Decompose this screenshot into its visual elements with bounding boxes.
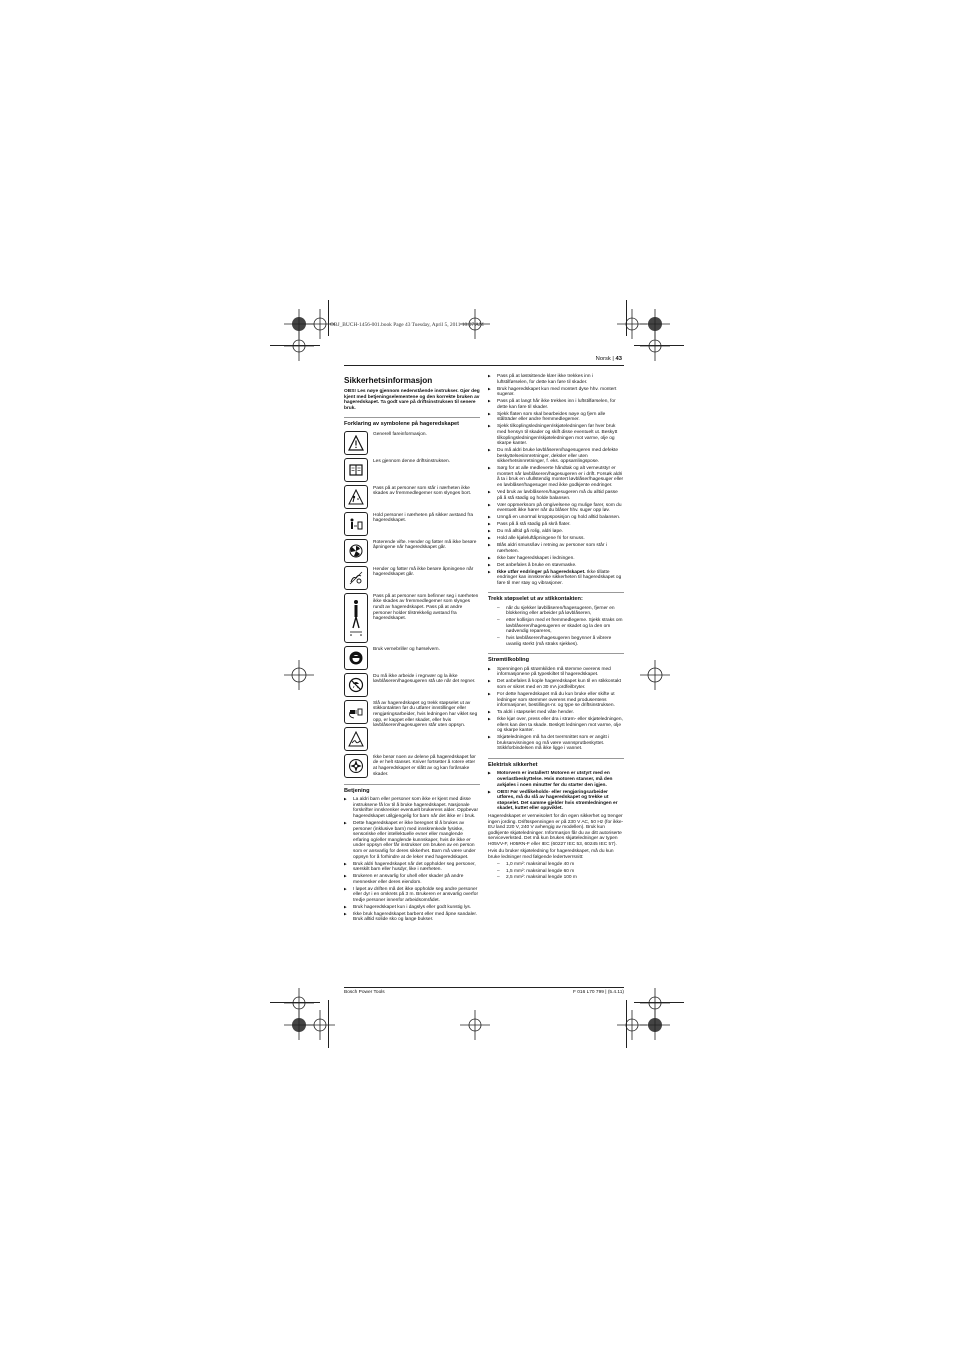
list-item: – hvis løvblåseren/hagesugeren begynner å vibrere uvanlig sterkt (må straks sjekkes). bbox=[488, 636, 624, 647]
trim-line bbox=[634, 345, 684, 346]
symbol-row bbox=[344, 593, 480, 643]
symbol-text: Slå av hageredskapet og trekk støpselet ut av stikkontakten før du utfører innstillinger eller rengjøringsarbeider, hvis ledningen har viklet seg opp, er kappet eller skadet, eller hvis løvblåseren/hagesugeren står uten oppsyn. bbox=[373, 700, 478, 729]
warning-triangle-icon bbox=[344, 431, 368, 455]
symbol-row bbox=[344, 485, 480, 509]
list-item: – 1,5 mm²: maksimal lengde 60 m bbox=[488, 869, 624, 875]
symbol-row bbox=[344, 458, 480, 482]
crosshair-mark-icon bbox=[617, 309, 647, 339]
manual-book-icon bbox=[344, 458, 368, 482]
list-item: ▶ Blås aldri smuss/løv i retning av personer som står i nærheten. bbox=[488, 543, 624, 554]
trim-line bbox=[634, 1002, 684, 1003]
left-column bbox=[344, 374, 480, 925]
symbol-row bbox=[344, 646, 480, 670]
footer-left: Bosch Power Tools bbox=[344, 990, 385, 995]
symbol-row bbox=[344, 673, 480, 697]
trim-line bbox=[328, 1000, 329, 1048]
list-item: ▶ For dette hageredskapet må du kun bruke eller skifte ut ledninger som stemmer overens med produsentens informasjoner, bestillings-nr. og type se driftsinstruksen. bbox=[488, 692, 624, 709]
section-title: Sikkerhetsinformasjon bbox=[344, 376, 433, 385]
trim-line bbox=[328, 300, 329, 336]
list-item: – etter kollisjon med et fremmedlegeme. Sjekk straks om løvblåseren/hagesugeren er skadet og la den om nødvendig repareres, bbox=[488, 618, 624, 635]
print-header: OBJ_BUCH-1456-001.book Page 43 Tuesday, April 5, 2011 10:07 AM bbox=[330, 322, 484, 328]
list-item: ▶ Ikke bruk hageredskapet barbent eller med åpne sandaler. Bruk alltid solide sko og lange bukser. bbox=[344, 912, 480, 923]
list-item: ▶ Du må aldri bruke løvblåseren/hagesugeren med defekte beskyttelsesinnretninger, deksler eller uten sikkerhetsinnretninger, f. eks. oppsamlingspose. bbox=[488, 448, 624, 465]
symbol-text: Roterende vifte. Hender og føtter må ikke berøre åpningene når hageredskapet går. bbox=[373, 539, 477, 551]
crosshair-mark-icon bbox=[284, 660, 314, 690]
symbol-text: Bruk vernebriller og hørselvern. bbox=[373, 646, 440, 652]
symbol-row bbox=[344, 566, 480, 590]
list-item: – 2,5 mm²: maksimal lengde 100 m bbox=[488, 875, 624, 881]
symbol-row bbox=[344, 431, 480, 455]
page-number: 43 bbox=[615, 356, 622, 362]
list-item: ▶ Ikke kjør over, press eller dra i strøm- eller skjøteledningen, ellers kan den ta skade. Beskytt ledningen mot varme, olje og skarpe kanter. bbox=[488, 717, 624, 734]
list-item: – når du sjekker løvblåseren/hagesugeren, fjerner en blokkering eller arbeider på løvblåseren, bbox=[488, 606, 624, 617]
list-item: ▶ Du må alltid gå rolig, aldri løpe. bbox=[488, 529, 624, 535]
elektrisk-list bbox=[488, 771, 624, 812]
no-rain-icon bbox=[344, 673, 368, 697]
betjening-heading: Betjening bbox=[344, 784, 480, 794]
list-item: ▶ Ved bruk av løvblåseren/hagesugeren må du alltid passe på å stå stødig og holde balansen. bbox=[488, 490, 624, 501]
list-item: ▶ Skjøteledningen må ha det tverrsnittet som er angitt i bruksanvisningen og må være vannsprutbeskyttet. Stikkforbindelsen må ikke ligge i vannet. bbox=[488, 735, 624, 752]
intro-warning: OBS! Les nøye gjennom nedenstående instrukser. Gjør deg kjent med betjeningselementene og den korrekte bruken av hageredskapet. Ta godt vare på driftsinstruksen til senere bruk. bbox=[344, 389, 480, 411]
list-item-rest: Ikke tillatte endringer kan innskrenke sikkerheten til hageredskapet og føre til mer støy og vibrasjoner. bbox=[497, 569, 622, 586]
symbol-row bbox=[344, 539, 480, 563]
list-item: ▶ Pass på at langt hår ikke trekkes inn i luftstilførselen, for dette kan føre til skader. bbox=[488, 399, 624, 410]
list-item: ▶ Sjekk tilkoplingsledningen/skjøteledningen før hver bruk med hensyn til skader og skift disse eventuelt ut. Beskytt tilkoplingsledningen/skjøteledningen mot varme, olje og skarpe kanter. bbox=[488, 424, 624, 446]
list-item: ▶ Dette hageredskapet er ikke beregnet til å brukes av personer (inklusive barn) med innskrenkede fysiske, sensoriske eller intellektuelle evner eller manglende erfaring og/eller manglende kunnskaper, hvis de ikke er under oppsyn eller får instrukser om bruken av en person som er ansvarlig for deres sikkerhet. Barn må være under oppsyn for å forhindre at de leker med hageredskapet. bbox=[344, 821, 480, 860]
list-item: ▶ Motorvern er installert! Motoren er utstyrt med en overlastbeskyttelse. Hvis motoren stanser, må den avkjøles i noen minutter før du starter den igjen. bbox=[488, 771, 624, 788]
trim-line bbox=[270, 1002, 320, 1003]
crosshair-mark-icon bbox=[305, 309, 335, 339]
list-item: ▶ Spenningen på strømkilden må stemme overens med informasjonene på typeskiltet til hageredskapet. bbox=[488, 667, 624, 678]
cable-size-list bbox=[488, 862, 624, 881]
list-item: ▶ Det anbefales å kople hageredskapet kun til en stikkontakt som er sikret med en 30 mA jordfeilbryter. bbox=[488, 679, 624, 690]
symbol-row bbox=[344, 754, 480, 778]
trim-line bbox=[270, 345, 320, 346]
list-item: ▶ Bruk hageredskapet kun med montert dyse hhv. montert sugerør. bbox=[488, 387, 624, 398]
page-label: Norsk | 43 bbox=[595, 356, 622, 362]
list-item: ▶ Bruk hageredskapet kun i dagslys eller godt kunstig lys. bbox=[344, 905, 480, 911]
symbol-text: Pass på at personer som befinner seg i nærheten ikke skades av fremmedlegemer som slynges rundt av hageredskapet. Pass på at andre personer holder tilstrekkelig avstand fra hageredskapet. bbox=[373, 593, 479, 622]
shredder-blade-icon bbox=[344, 754, 368, 778]
list-item: ▶ Pass på å stå stødig på skrå flater. bbox=[488, 522, 624, 528]
symbol-text: Ikke berør noen av delene på hageredskapet før de er helt stanset. Kniver fortsetter å rotere etter at hageredskapet er slått av og kan forårsake skader. bbox=[373, 754, 476, 777]
trim-line bbox=[626, 1000, 627, 1048]
crosshair-mark-icon bbox=[305, 1010, 335, 1040]
list-item: ▶ Pass på at løstsittende klær ikke trekkes inn i luftstilførselen, for dette kan føre til skader. bbox=[488, 374, 624, 385]
trekk-heading: Trekk støpselet ut av stikkontakten: bbox=[488, 592, 624, 602]
distance-bystanders-icon bbox=[344, 593, 368, 643]
hand-foot-icon bbox=[344, 566, 368, 590]
elektrisk-paragraph: Hvis du bruker skjøteledning for hageredskapet, må du kun bruke ledninger med følgende ledertverrsnitt: bbox=[488, 849, 614, 860]
right-column bbox=[488, 374, 624, 883]
crosshair-mark-icon bbox=[640, 660, 670, 690]
page-language: Norsk bbox=[595, 356, 611, 362]
list-item: ▶ Det anbefales å bruke en støvmaske. bbox=[488, 563, 624, 569]
safety-list bbox=[488, 374, 624, 586]
symbol-row bbox=[344, 700, 480, 751]
footer-rule bbox=[344, 987, 624, 988]
damaged-cable-icon bbox=[344, 727, 368, 751]
keep-distance-icon bbox=[344, 512, 368, 536]
list-item: – 1,0 mm²: maksimal lengde 40 m bbox=[488, 862, 624, 868]
symbol-text: Hold personer i nærheten på sikker avstand fra hageredskapet. bbox=[373, 512, 473, 524]
list-item: ▶ Vær oppmerksom på omgivelsene og mulige farer, som du eventuelt ikke hører når du blåser hhv. suger opp løv. bbox=[488, 503, 624, 514]
symbol-text: Du må ikke arbeide i regnvær og la ikke løvblåseren/hagesugeren stå ute når det regner. bbox=[373, 673, 476, 685]
list-item: ▶ Unngå en unormal kroppsposisjon og hold alltid balansen. bbox=[488, 515, 624, 521]
footer-right: F 016 L70 799 | (5.4.11) bbox=[572, 990, 624, 995]
unplug-icon bbox=[344, 700, 368, 724]
list-item: ▶ I løpet av driften må det ikke oppholde seg andre personer eller dyr i en omkrets på 3 m. Brukeren er ansvarlig overfor tredje personer innenfor arbeidsområdet. bbox=[344, 887, 480, 904]
rotating-fan-icon bbox=[344, 539, 368, 563]
list-item: ▶ Ta aldri i støpselet med våte hender. bbox=[488, 710, 624, 716]
list-item: ▶ La aldri barn eller personer som ikke er kjent med disse instruksene få lov til å bruke hageredskapet. Nasjonale forskrifter innskrenker eventuelt brukerens alder. Oppbevar hageredskapet utilgjengelig for barn når det ikke er i bruk. bbox=[344, 797, 480, 819]
crosshair-mark-icon bbox=[460, 309, 490, 339]
flying-debris-icon bbox=[344, 485, 368, 509]
symbol-icon-stack bbox=[344, 700, 368, 751]
list-item-bold: Ikke utfør endringer på hageredskapet. bbox=[497, 569, 586, 575]
list-item: ▶ Sørg for at alle medleverte håndtak og alt verneutstyr er montert når løvblåseren/hagesugeren er i drift. Forsøk aldri å ta i bruk en ufullstendig montert løvblåser/hagesuger eller en løvblåser/hagesuger med ikke godkjente endringer. bbox=[488, 466, 624, 488]
protection-gear-icon bbox=[344, 646, 368, 670]
list-item: ▶ OBS! Før vedlikeholds- eller rengjøringsarbeider utføres, må du slå av hageredskapet og trekke ut støpselet. Det samme gjelder hvis strømledningen er skadet, kuttet eller oppviklet. bbox=[488, 790, 624, 812]
crosshair-mark-icon bbox=[460, 1010, 490, 1040]
symbols-heading: Forklaring av symbolene på hageredskapet bbox=[344, 417, 480, 427]
symbol-text: Hender og føtter må ikke berøre åpningene når hageredskapet går. bbox=[373, 566, 474, 578]
trekk-list bbox=[488, 606, 624, 648]
trim-line bbox=[626, 300, 627, 336]
betjening-list bbox=[344, 797, 480, 923]
list-item: ▶ Brukeren er ansvarlig for uhell eller skader på andre mennesker eller deres eiendom. bbox=[344, 874, 480, 885]
symbol-text: Generell fareinformasjon. bbox=[373, 431, 427, 437]
symbol-row bbox=[344, 512, 480, 536]
symbol-text: Pass på at personer som står i nærheten ikke skades av fremmedlegemer som slynges bort. bbox=[373, 485, 472, 497]
strom-heading: Strømtilkobling bbox=[488, 653, 624, 663]
list-item: ▶ Sjekk flaten som skal bearbeides nøye og fjern alle stålträder eller andre fremmedlegemer. bbox=[488, 412, 624, 423]
crosshair-mark-icon bbox=[617, 1010, 647, 1040]
strom-list bbox=[488, 667, 624, 752]
header-rule bbox=[344, 365, 624, 366]
list-item bbox=[488, 570, 624, 587]
elektrisk-paragraph: Hageredskapet er verneisolert for din egen sikkerhet og trenger ingen jording. Driftsspenningen er på 230 V AC, 50 Hz (for ikke-EU land 220 V, 240 V avhengig av modellen). Bruk kun godkjente skjøteledninger. Informasjon får du av ditt autoriserte serviceverksted. Det må kun brukes skjøteledninger av typen H05VV-F, H05RN-F eller IEC (60227 IEC 53, 60245 IEC 57). bbox=[488, 814, 624, 847]
symbol-text: Les gjennom denne driftsinstruksen. bbox=[373, 458, 451, 464]
elektrisk-heading: Elektrisk sikkerhet bbox=[488, 758, 624, 768]
list-item: ▶ Hold alle kjøleluftåpningene fri for smuss. bbox=[488, 536, 624, 542]
list-item: ▶ Bruk aldri hageredskapet når det oppholder seg personer, særskilt barn eller husdyr, like i nærheten. bbox=[344, 862, 480, 873]
list-item: ▶ Ikke bær hageredskapet i ledningen. bbox=[488, 556, 624, 562]
